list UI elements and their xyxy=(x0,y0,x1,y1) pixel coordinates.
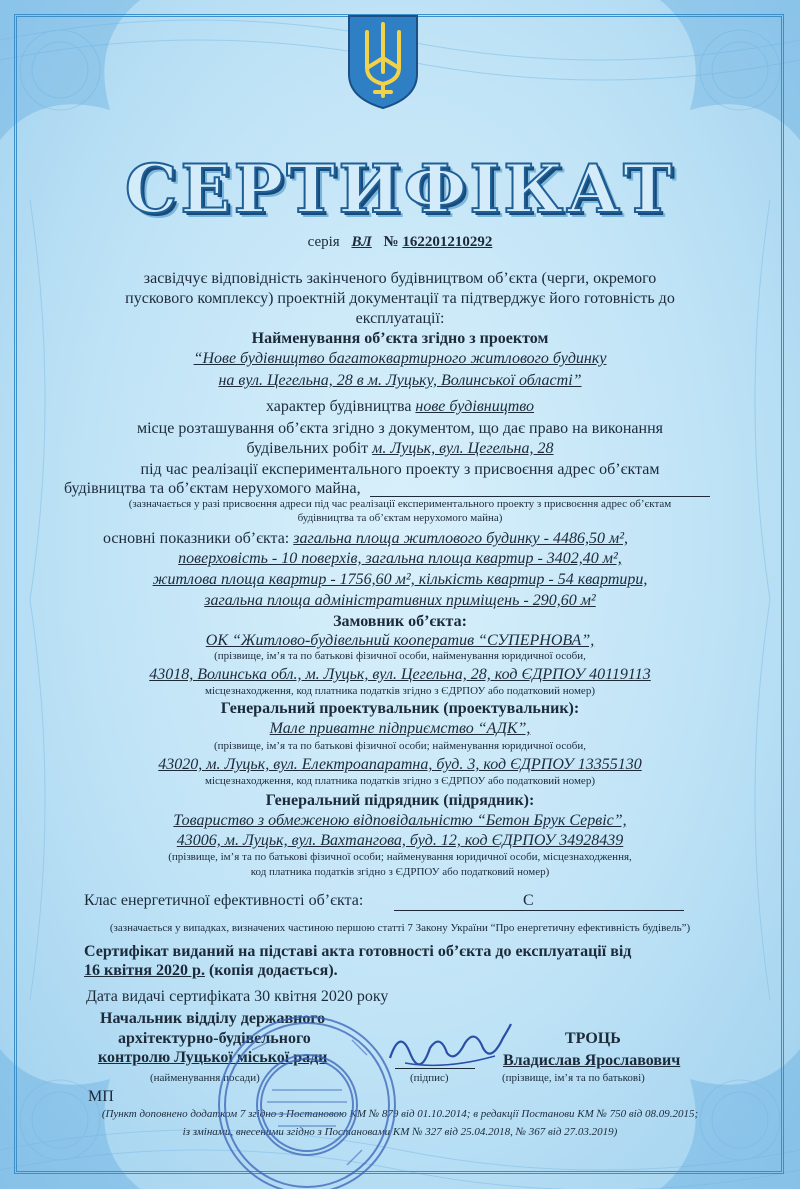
indicators-line-4 xyxy=(0,592,800,610)
customer-name-note: (прізвище, ім’я та по батькові фізичної особи, найменування юридичної особи, xyxy=(214,650,586,662)
customer-heading: Замовник об’єкта: xyxy=(333,613,467,630)
intro-line-1: засвідчує відповідність закінченого будівництвом об’єкта (черги, окремого xyxy=(143,270,657,287)
indicators-label: основні показники об’єкта: xyxy=(103,530,290,547)
energy-underline xyxy=(394,910,684,911)
series-value: ВЛ xyxy=(351,234,372,250)
intro-line-2: пускового комплексу) проектній документації та підтверджує його готовність до xyxy=(125,290,675,307)
contractor-address-line xyxy=(0,832,800,850)
designer-address-line xyxy=(0,756,800,774)
indicators-line-1 xyxy=(103,530,628,548)
customer-address-note: місцезнаходження, код платника податків згідно з ЄДРПОУ або податковий номер) xyxy=(205,685,595,697)
designer-heading: Генеральний проектувальник (проектувальник): xyxy=(220,700,580,717)
fullname-note: (прізвище, ім’я та по батькові) xyxy=(502,1072,645,1084)
intro-line-3: експлуатації: xyxy=(355,310,445,327)
experimental-line-1: під час реалізації експериментального проекту з присвоєння адрес об’єктам xyxy=(140,461,660,478)
position-note: (найменування посади) xyxy=(150,1072,260,1084)
construction-label: характер будівництва xyxy=(265,398,412,415)
basis-line-1: Сертифікат виданий на підставі акта готовності об’єкта до експлуатації від xyxy=(84,943,632,960)
indicators-value-1: загальна площа житлового будинку - 4486,50 м², xyxy=(293,530,628,547)
customer-address-line xyxy=(0,666,800,684)
object-name-line-1 xyxy=(0,350,800,368)
footer-line-1: (Пункт доповнено додатком 7 згідно з Постановою КМ № 879 від 01.10.2014; в редакції Постанови КМ № 750 від 08.09.2015; xyxy=(101,1108,699,1120)
basis-line-2 xyxy=(84,962,338,980)
official-stamp xyxy=(212,1010,402,1189)
experimental-line-2: будівництва та об’єктам нерухомого майна, xyxy=(64,480,361,497)
customer-name: ОК “Житлово-будівельний кооператив “СУПЕРНОВА”, xyxy=(205,632,595,649)
issue-date: Дата видачі сертифіката 30 квітня 2020 року xyxy=(86,988,389,1005)
indicators-value-2: поверховість - 10 поверхів, загальна площа квартир - 3402,40 м², xyxy=(178,550,622,567)
customer-address: 43018, Волинська обл., м. Луцьк, вул. Цегельна, 28, код ЄДРПОУ 40119113 xyxy=(149,666,651,683)
energy-class-value: С xyxy=(523,892,534,909)
location-value: м. Луцьк, вул. Цегельна, 28 xyxy=(372,440,554,457)
object-name-line-2 xyxy=(0,372,800,390)
signatory-surname: ТРОЦЬ xyxy=(565,1030,621,1047)
signatory-position-2: архітектурно-будівельного xyxy=(118,1030,311,1047)
footer-line-2: із змінами, внесеними згідно з Постановами КМ № 327 від 25.04.2018, № 367 від 27.03.2019) xyxy=(182,1126,618,1138)
object-name-heading: Найменування об’єкта згідно з проектом xyxy=(251,330,549,347)
contractor-note-2: код платника податків згідно з ЄДРПОУ або податковий номер) xyxy=(250,866,550,878)
customer-name-line xyxy=(0,632,800,650)
series-label: серія xyxy=(307,234,340,250)
location-label: будівельних робіт xyxy=(246,440,369,457)
signatory-fullname xyxy=(503,1052,680,1070)
designer-name-line xyxy=(0,720,800,738)
basis-date: 16 квітня 2020 р. xyxy=(84,962,205,979)
energy-note: (зазначається у випадках, визначених частиною першою статті 7 Закону України “Про енергетичну ефективність будівель”) xyxy=(109,922,691,934)
construction-value: нове будівництво xyxy=(415,398,535,415)
construction-line xyxy=(0,398,800,416)
indicators-line-2 xyxy=(0,550,800,568)
basis-suffix: (копія додається). xyxy=(208,962,338,979)
indicators-line-3 xyxy=(0,571,800,589)
series-line xyxy=(0,234,800,251)
contractor-name: Товариство з обмеженою відповідальністю “Бетон Брук Сервіс”, xyxy=(173,812,627,829)
energy-label: Клас енергетичної ефективності об’єкта: xyxy=(84,892,364,909)
handwritten-signature xyxy=(385,1018,515,1073)
number-label: № xyxy=(383,234,399,250)
indicators-value-3: житлова площа квартир - 1756,60 м², кількість квартир - 54 квартири, xyxy=(152,571,648,588)
designer-address: 43020, м. Луцьк, вул. Електроапаратна, буд. 3, код ЄДРПОУ 13355130 xyxy=(158,756,642,773)
contractor-name-line xyxy=(0,812,800,830)
experimental-note-2: будівництва та об’єктам нерухомого майна) xyxy=(297,512,503,524)
signature-note: (підпис) xyxy=(410,1072,449,1084)
designer-address-note: місцезнаходження, код платника податків згідно з ЄДРПОУ або податковий номер) xyxy=(205,775,595,787)
location-line-1: місце розташування об’єкта згідно з документом, що дає право на виконання xyxy=(136,420,664,437)
signatory-position-3-text: контролю Луцької міської ради xyxy=(98,1049,328,1066)
contractor-note-1: (прізвище, ім’я та по батькові фізичної особи; найменування юридичної особи, місцезнаходження, xyxy=(168,851,632,863)
object-name-text-2: на вул. Цегельна, 28 в м. Луцьку, Волинської області” xyxy=(218,372,582,389)
signatory-position-1: Начальник відділу державного xyxy=(100,1010,326,1027)
experimental-underline xyxy=(370,496,710,497)
contractor-address: 43006, м. Луцьк, вул. Вахтангова, буд. 12, код ЄДРПОУ 34928439 xyxy=(176,832,624,849)
experimental-note-1: (зазначається у разі присвоєння адреси під час реалізації експериментального проекту з присвоєння адрес об’єктам xyxy=(128,498,672,510)
object-name-text-1: “Нове будівництво багатоквартирного житлового будинку xyxy=(193,350,607,367)
trident-emblem xyxy=(345,12,421,110)
certificate-title: СЕРТИФІКАТ xyxy=(124,150,676,228)
designer-name: Мале приватне підприємство “АДК”, xyxy=(269,720,531,737)
indicators-value-4: загальна площа адміністративних приміщень - 290,60 м² xyxy=(204,592,596,609)
location-line-2 xyxy=(0,440,800,458)
contractor-heading: Генеральний підрядник (підрядник): xyxy=(265,792,535,809)
designer-name-note: (прізвище, ім’я та по батькові фізичної особи; найменування юридичної особи, xyxy=(213,740,587,752)
mp-mark: МП xyxy=(88,1088,114,1105)
certificate-number: 162201210292 xyxy=(402,234,493,250)
signatory-fullname-text: Владислав Ярославович xyxy=(503,1052,681,1069)
